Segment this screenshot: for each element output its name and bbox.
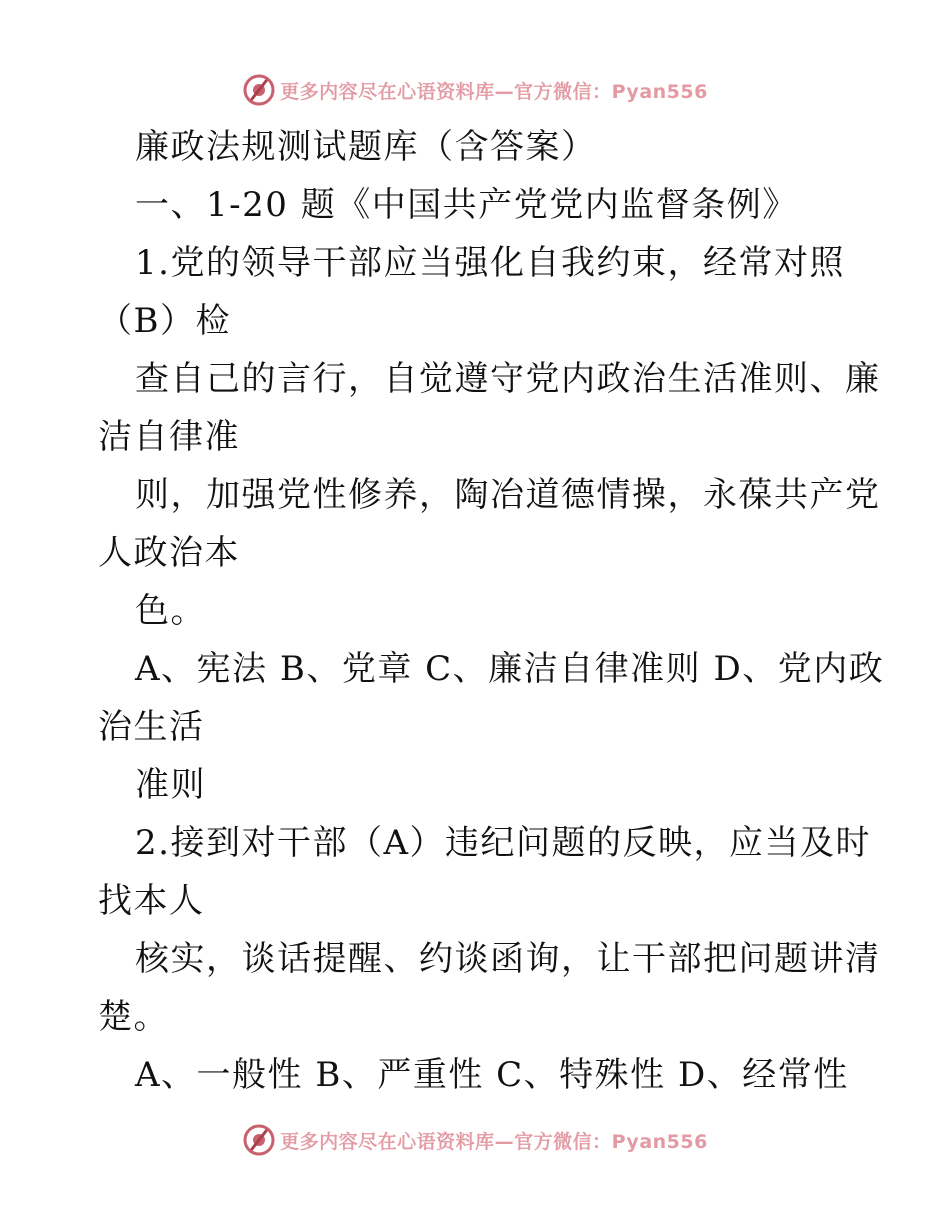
text-line: 治生活 [98, 707, 205, 747]
text-line: 则，加强党性修养，陶冶道德情操，永葆共产党 [135, 475, 881, 515]
text-line: 准则 [135, 765, 206, 805]
text-line: 色。 [135, 591, 206, 631]
text-line: 2.接到对干部（A）违纪问题的反映，应当及时 [135, 823, 871, 863]
text-line: 1.党的领导干部应当强化自我约束，经常对照 [135, 243, 845, 283]
text-line: A、宪法 B、党章 C、廉洁自律准则 D、党内政 [135, 649, 885, 689]
footer-watermark [0, 1120, 950, 1160]
text-line: 核实，谈话提醒、约谈函询，让干部把问题讲清 [135, 939, 881, 979]
text-line: （B）检 [98, 301, 231, 341]
text-line: 楚。 [98, 997, 169, 1037]
watermark-text: 更多内容尽在心语资料库—官方微信：Pyan556 [280, 1130, 708, 1153]
text-line: 一、1-20 题《中国共产党党内监督条例》 [135, 185, 798, 225]
document-body [98, 118, 885, 1104]
text-line: 查自己的言行，自觉遵守党内政治生活准则、廉 [135, 359, 881, 399]
header-watermark [0, 70, 950, 110]
text-line: 廉政法规测试题库（含答案） [135, 127, 597, 167]
text-line: 人政治本 [98, 533, 240, 573]
watermark-text: 更多内容尽在心语资料库—官方微信：Pyan556 [280, 80, 708, 103]
text-line: 找本人 [98, 881, 205, 921]
text-line: A、一般性 B、严重性 C、特殊性 D、经常性 [135, 1055, 849, 1095]
text-line: 洁自律准 [98, 417, 240, 457]
seal-logo-icon [242, 73, 276, 107]
seal-logo-icon [242, 1123, 276, 1157]
